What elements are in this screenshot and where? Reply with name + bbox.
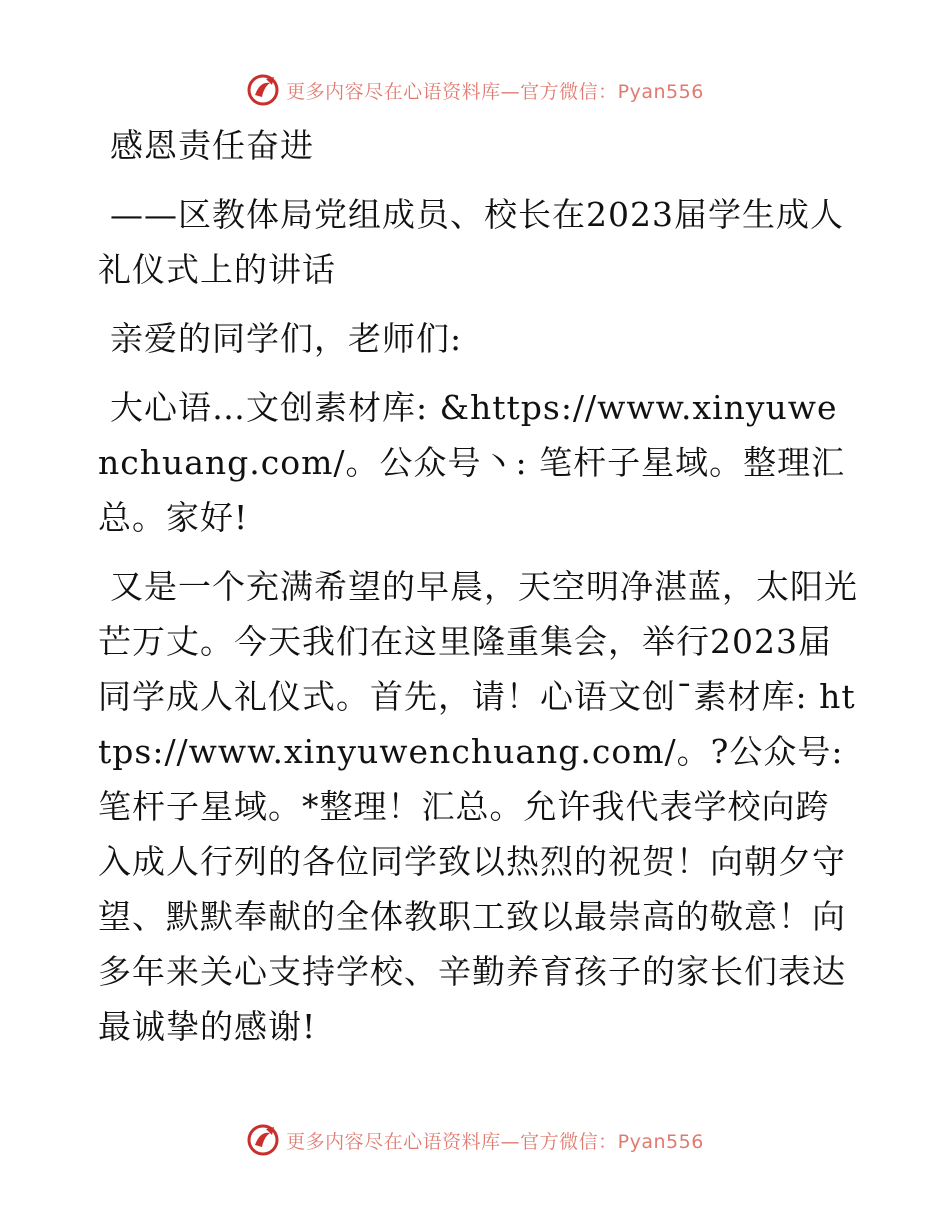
body-paragraph-2: 又是一个充满希望的早晨，天空明净湛蓝，太阳光芒万丈。今天我们在这里隆重集会，举行2023届同学成人礼仪式。首先，请！心语文创¯素材库: https://www.xinyuwenchuang.com/。?公众号: 笔杆子星域。*整理！汇总。允许我代表学校向跨入成人行列的各位同学致以热烈的祝贺！向朝夕守望、默默奉献的全体教职工致以最崇高的敬意！向多年来关心支持学校、辛勤养育孩子的家长们表达最诚挚的感谢! [98,567,858,1046]
footer-watermark [0,1120,950,1160]
document-subtitle: ——区教体局党组成员、校长在2023届学生成人礼仪式上的讲话 [98,195,844,289]
watermark-text: 更多内容尽在心语资料库—官方微信：Pyan556 [286,1130,704,1153]
document-title: 感恩责任奋进 [110,126,314,165]
body-paragraph-1: 大心语…文创素材库: &https://www.xinyuwenchuang.com/。公众号丶: 笔杆子星域。整理汇总。家好! [98,388,846,537]
document-body [98,118,858,1054]
red-seal-logo-icon [246,73,280,107]
red-seal-logo-icon [246,1123,280,1157]
watermark-text: 更多内容尽在心语资料库—官方微信：Pyan556 [286,80,704,103]
header-watermark [0,70,950,110]
greeting-paragraph: 亲爱的同学们，老师们: [110,319,463,358]
